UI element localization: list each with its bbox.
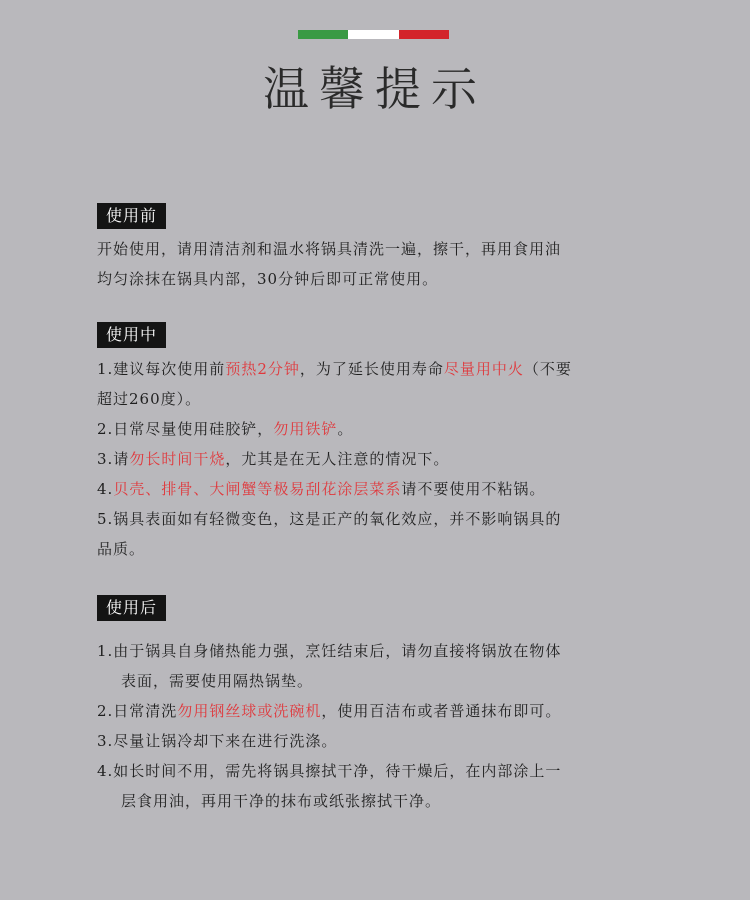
body-text: （不要 xyxy=(523,360,572,378)
body-text: ，使用百洁布或者普通抹布即可。 xyxy=(321,702,562,720)
text-line xyxy=(97,414,653,444)
text-line xyxy=(97,354,653,384)
highlight-text: 贝壳、排骨、大闸蟹等极易刮花涂层菜系 xyxy=(113,480,402,498)
body-text: 开始使用，请用清洁剂和温水将锅具清洗一遍，擦干，再用食用油 xyxy=(97,240,562,258)
highlight-text: 勿用钢丝球或洗碗机 xyxy=(177,702,322,720)
text-line xyxy=(97,636,653,666)
text-line xyxy=(97,264,653,294)
body-text: 请不要使用不粘锅。 xyxy=(401,480,546,498)
highlight-text: 预热2分钟 xyxy=(225,360,300,378)
text-line xyxy=(97,444,653,474)
body-text: 超过260度）。 xyxy=(97,390,202,408)
text-line xyxy=(97,786,653,816)
body-text: ，为了延长使用寿命 xyxy=(299,360,444,378)
body-text: 5.锅具表面如有轻微变色，这是正产的氧化效应，并不影响锅具的 xyxy=(97,510,562,528)
text-line xyxy=(97,726,653,756)
body-text: 品质。 xyxy=(97,540,146,558)
flag-white-stripe xyxy=(348,30,398,39)
section-body-during-use xyxy=(97,354,653,564)
body-text: 层食用油，再用干净的抹布或纸张擦拭干净。 xyxy=(121,792,442,810)
section-tag-before-use: 使用前 xyxy=(97,203,166,229)
text-line xyxy=(97,534,653,564)
text-line xyxy=(97,756,653,786)
section-tag-during-use: 使用中 xyxy=(97,322,166,348)
body-text: 2.日常清洗 xyxy=(97,702,178,720)
flag-red-stripe xyxy=(399,30,449,39)
body-text: 3.尽量让锅冷却下来在进行洗涤。 xyxy=(97,732,338,750)
highlight-text: 勿长时间干烧 xyxy=(129,450,226,468)
text-line xyxy=(97,384,653,414)
italian-flag-stripe xyxy=(298,30,449,39)
text-line xyxy=(97,474,653,504)
body-text: 1.由于锅具自身储热能力强，烹饪结束后，请勿直接将锅放在物体 xyxy=(97,642,562,660)
page-title: 温馨提示 xyxy=(263,62,487,116)
section-body-before-use xyxy=(97,234,653,294)
body-text: ，尤其是在无人注意的情况下。 xyxy=(225,450,450,468)
body-text: 4.如长时间不用，需先将锅具擦拭干净，待干燥后，在内部涂上一 xyxy=(97,762,562,780)
section-body-after-use xyxy=(97,636,653,816)
body-text: 2.日常尽量使用硅胶铲， xyxy=(97,420,274,438)
highlight-text: 尽量用中火 xyxy=(443,360,524,378)
text-line xyxy=(97,696,653,726)
section-tag-after-use: 使用后 xyxy=(97,595,166,621)
body-text: 4. xyxy=(97,480,114,498)
text-line xyxy=(97,234,653,264)
text-line xyxy=(97,504,653,534)
text-line xyxy=(97,666,653,696)
body-text: 3.请 xyxy=(97,450,130,468)
flag-green-stripe xyxy=(298,30,348,39)
body-text: 。 xyxy=(337,420,354,438)
body-text: 表面，需要使用隔热锅垫。 xyxy=(121,672,314,690)
body-text: 1.建议每次使用前 xyxy=(97,360,226,378)
highlight-text: 勿用铁铲 xyxy=(273,420,338,438)
body-text: 均匀涂抹在锅具内部，30分钟后即可正常使用。 xyxy=(97,270,439,288)
